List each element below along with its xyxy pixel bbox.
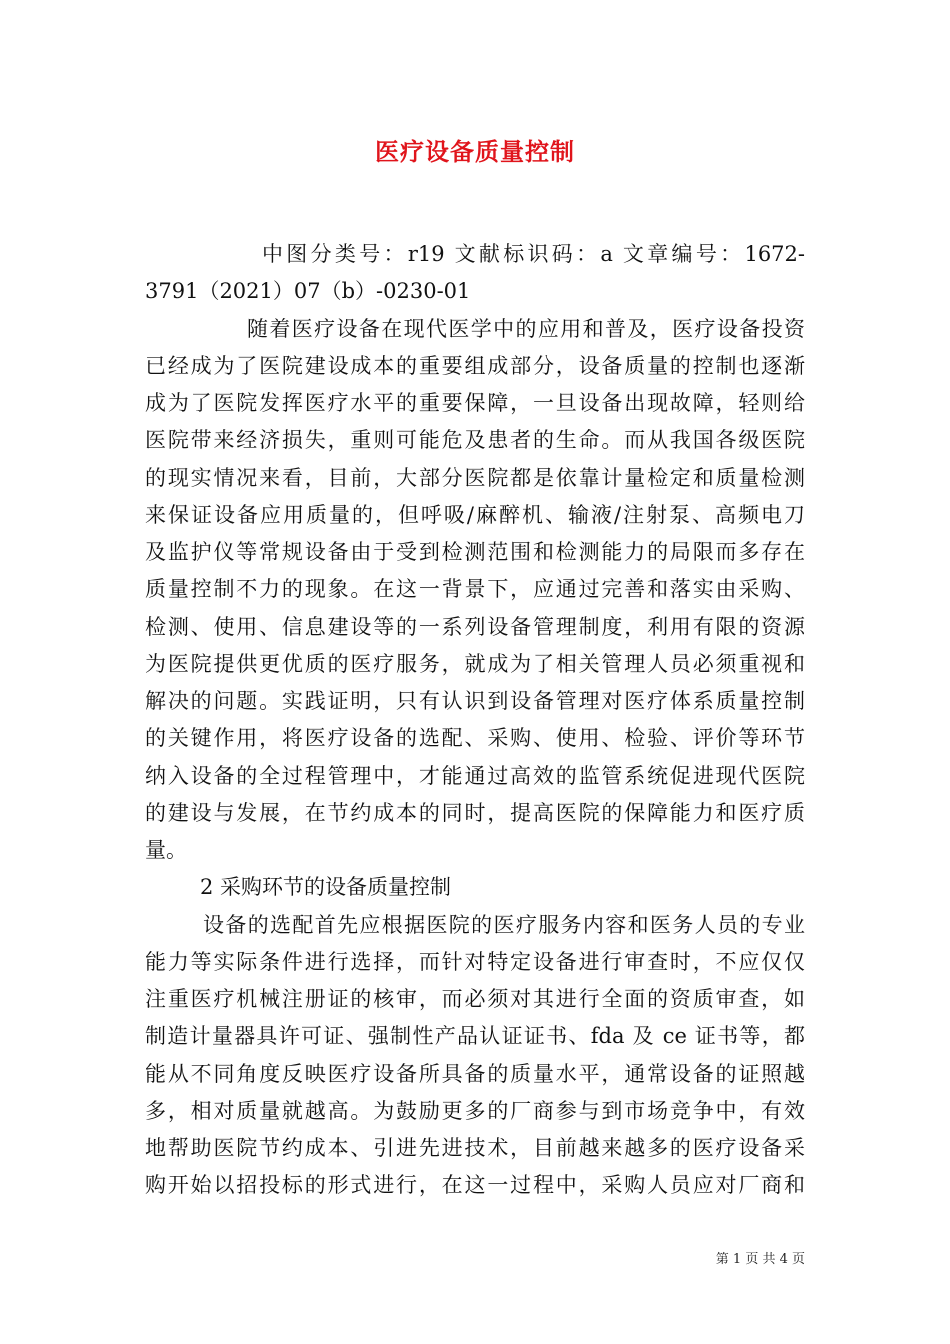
text-line: 量。 [145,838,187,862]
text-line: 的建设与发展，在节约成本的同时，提高医院的保障能力和医疗质 [145,800,805,825]
text-line: 解决的问题。实践证明，只有认识到设备管理对医疗体系质量控制 [145,689,805,713]
text-line: 制造计量器具许可证、强制性产品认证证书、fda 及 ce 证书等，都 [145,1024,805,1049]
text-line: 多，相对质量就越高。为鼓励更多的厂商参与到市场竞争中，有效 [145,1098,805,1123]
text-line: 2 采购环节的设备质量控制 [200,875,452,900]
text-line: 地帮助医院节约成本、引进先进技术，目前越来越多的医疗设备采 [145,1136,805,1160]
text-line: 成为了医院发挥医疗水平的重要保障，一旦设备出现故障，轻则给 [145,391,805,415]
text-line: 购开始以招投标的形式进行，在这一过程中，采购人员应对厂商和 [145,1173,805,1198]
text-line: 纳入设备的全过程管理中，才能通过高效的监管系统促进现代医院 [145,763,805,788]
text-line: 的现实情况来看，目前，大部分医院都是依靠计量检定和质量检测 [145,465,805,490]
text-line: 的关键作用，将医疗设备的选配、采购、使用、检验、评价等环节 [145,726,805,751]
document-title: 医疗设备质量控制 [375,138,575,166]
document-body [145,236,805,1205]
text-line: 为医院提供更优质的医疗服务，就成为了相关管理人员必须重视和 [145,651,805,676]
text-line: 中图分类号：r19 文献标识码：a 文章编号：1672- [262,242,805,266]
text-line: 及监护仪等常规设备由于受到检测范围和检测能力的局限而多存在 [145,540,805,564]
text-line: 能力等实际条件进行选择，而针对特定设备进行审查时，不应仅仅 [145,949,805,974]
text-line: 注重医疗机械注册证的核审，而必须对其进行全面的资质审查，如 [145,987,805,1011]
page-number: 第 1 页 共 4 页 [715,1252,805,1267]
text-line: 已经成为了医院建设成本的重要组成部分，设备质量的控制也逐渐 [145,353,805,378]
text-line: 能从不同角度反映医疗设备所具备的质量水平，通常设备的证照越 [145,1061,805,1086]
text-line: 医院带来经济损失，重则可能危及患者的生命。而从我国各级医院 [145,428,805,453]
text-line: 质量控制不力的现象。在这一背景下，应通过完善和落实由采购、 [145,577,805,602]
text-line: 来保证设备应用质量的，但呼吸/麻醉机、输液/注射泵、高频电刀 [145,502,805,527]
text-line: 设备的选配首先应根据医院的医疗服务内容和医务人员的专业 [203,912,805,937]
text-line: 3791（2021）07（b）-0230-01 [145,279,471,304]
text-line: 随着医疗设备在现代医学中的应用和普及，医疗设备投资 [247,316,805,341]
text-line: 检测、使用、信息建设等的一系列设备管理制度，利用有限的资源 [145,614,805,639]
